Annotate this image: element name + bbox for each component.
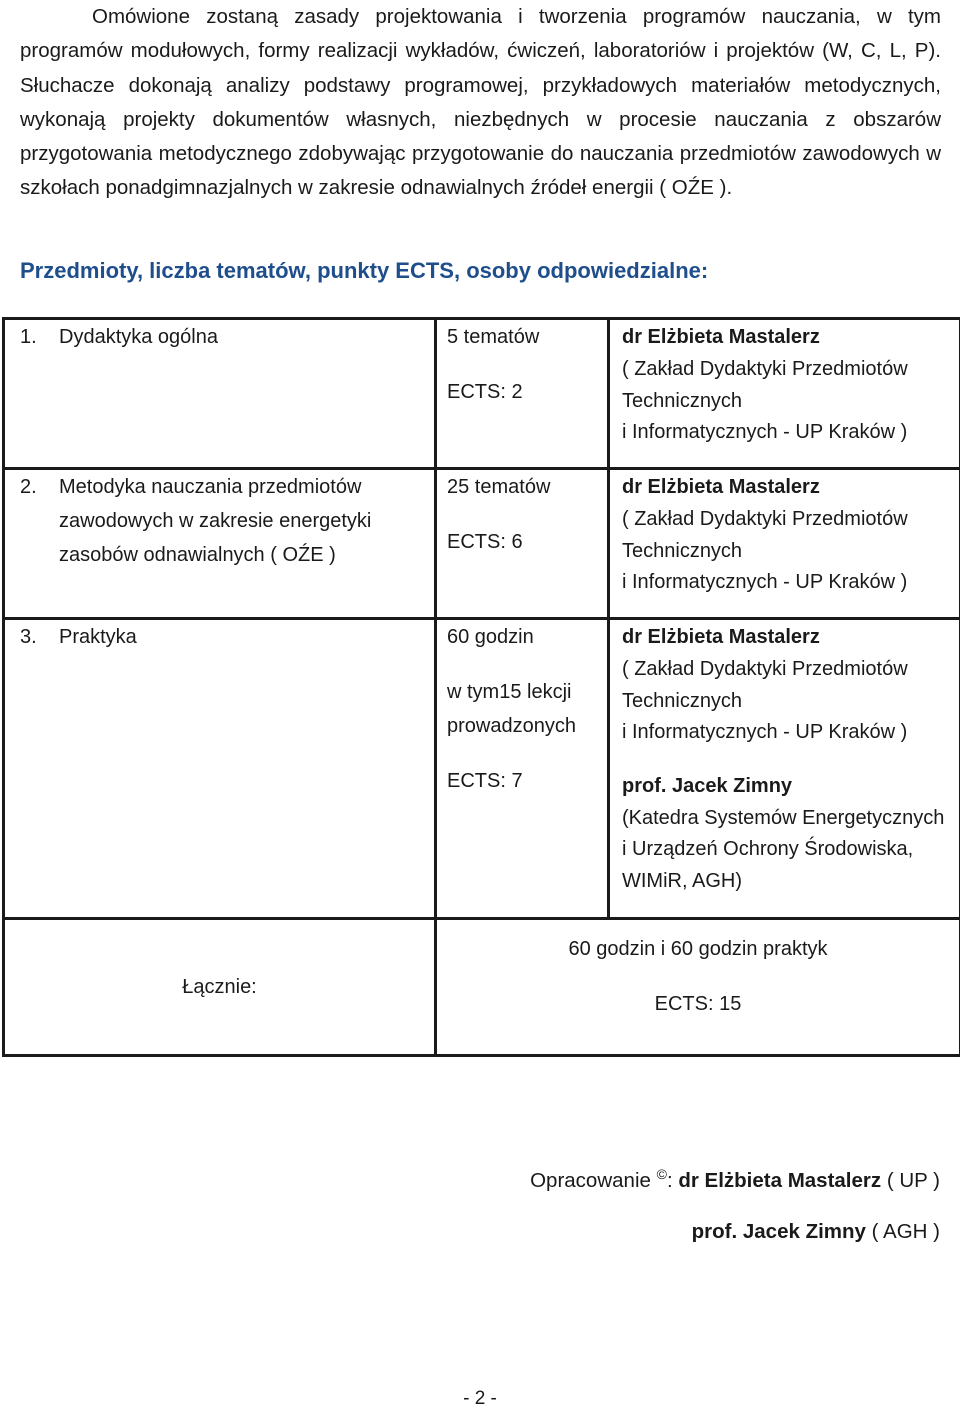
course-number: 3. [20, 620, 59, 654]
total-row [4, 919, 960, 1056]
course-number: 1. [20, 320, 59, 354]
total-hours: 60 godzin i 60 godzin praktyk [437, 932, 959, 966]
intro-line: odnawialnych źródeł energii ( OŹE ). [401, 176, 733, 199]
responsible-person: dr Elżbieta Mastalerz [622, 620, 959, 654]
affiliation-line: i Informatycznych - UP Kraków ) [622, 567, 959, 599]
affiliation-line: WIMiR, AGH) [622, 866, 959, 898]
author-name: prof. Jacek Zimny [692, 1220, 866, 1243]
course-ects: ECTS: 2 [447, 375, 607, 409]
course-topics: 5 tematów [447, 320, 607, 354]
table-row [4, 319, 960, 469]
total-value-cell [436, 919, 960, 1056]
intro-paragraph [20, 0, 941, 206]
course-lessons: prowadzonych [447, 709, 607, 743]
affiliation-line: Technicznych [622, 386, 959, 418]
course-topics-cell [436, 469, 609, 619]
table-row [4, 619, 960, 919]
intro-line: nauczania z obszarów przygotowania metodycznego zdobywając przygotowanie do [20, 108, 941, 165]
intro-line: (W, C, L, P). Słuchacze dokonają analizy podstawy programowej, przykładowych materiałów [20, 39, 941, 96]
course-ects: ECTS: 7 [447, 764, 607, 798]
course-name-cell [4, 619, 436, 919]
course-name: Metodyka nauczania przedmiotów zawodowych w zakresie energetyki zasobów odnawialnych ( OŹE ) [59, 470, 371, 572]
affiliation-line: Technicznych [622, 686, 959, 718]
copyright-icon: © [657, 1166, 667, 1182]
course-person-cell [609, 619, 960, 919]
course-name-cell [4, 469, 436, 619]
responsible-person: dr Elżbieta Mastalerz [622, 470, 959, 504]
affiliation-line: i Urządzeń Ochrony Środowiska, [622, 834, 959, 866]
author-org: ( UP ) [887, 1169, 940, 1192]
courses-table [2, 317, 960, 1057]
author-org: ( AGH ) [872, 1220, 940, 1243]
intro-line: programów modułowych, formy realizacji wykładów, ćwiczeń, laboratoriów i projektów [20, 39, 814, 62]
responsible-person: dr Elżbieta Mastalerz [622, 320, 959, 354]
total-label: Łącznie: [182, 976, 257, 998]
prepared-by-line [692, 1220, 940, 1244]
total-label-cell [4, 919, 436, 1056]
course-lessons: w tym15 lekcji [447, 675, 607, 709]
affiliation-line: ( Zakład Dydaktyki Przedmiotów [622, 654, 959, 686]
affiliation-line: i Informatycznych - UP Kraków ) [622, 417, 959, 449]
affiliation-line: Technicznych [622, 536, 959, 568]
section-heading: Przedmioty, liczba tematów, punkty ECTS, osoby odpowiedzialne: [20, 258, 708, 284]
affiliation-line: ( Zakład Dydaktyki Przedmiotów [622, 354, 959, 386]
course-hours: 60 godzin [447, 620, 607, 654]
course-topics: 25 tematów [447, 470, 607, 504]
affiliation-line: (Katedra Systemów Energetycznych [622, 803, 959, 835]
intro-line: metodycznych, wykonają projekty dokumentów własnych, niezbędnych w procesie [20, 74, 941, 131]
course-name: Praktyka [59, 620, 137, 654]
table-row [4, 469, 960, 619]
course-topics-cell [436, 319, 609, 469]
prepared-colon: : [667, 1169, 673, 1192]
course-name: Dydaktyka ogólna [59, 320, 218, 354]
intro-line: Omówione zostaną zasady projektowania i tworzenia programów nauczania, w tym [92, 5, 941, 28]
prepared-by-line [530, 1166, 940, 1193]
affiliation-line: ( Zakład Dydaktyki Przedmiotów [622, 504, 959, 536]
affiliation-line: i Informatycznych - UP Kraków ) [622, 717, 959, 749]
responsible-person: prof. Jacek Zimny [622, 769, 959, 803]
course-topics-cell [436, 619, 609, 919]
course-ects: ECTS: 6 [447, 525, 607, 559]
course-name-cell [4, 319, 436, 469]
course-person-cell [609, 469, 960, 619]
course-person-cell [609, 319, 960, 469]
page-number: - 2 - [0, 1388, 960, 1410]
total-ects: ECTS: 15 [437, 987, 959, 1021]
author-name: dr Elżbieta Mastalerz [678, 1169, 881, 1192]
course-number: 2. [20, 470, 59, 572]
intro-line: nauczania przedmiotów zawodowych w szkołach ponadgimnazjalnych w zakresie [20, 142, 941, 199]
prepared-label: Opracowanie [530, 1169, 651, 1192]
